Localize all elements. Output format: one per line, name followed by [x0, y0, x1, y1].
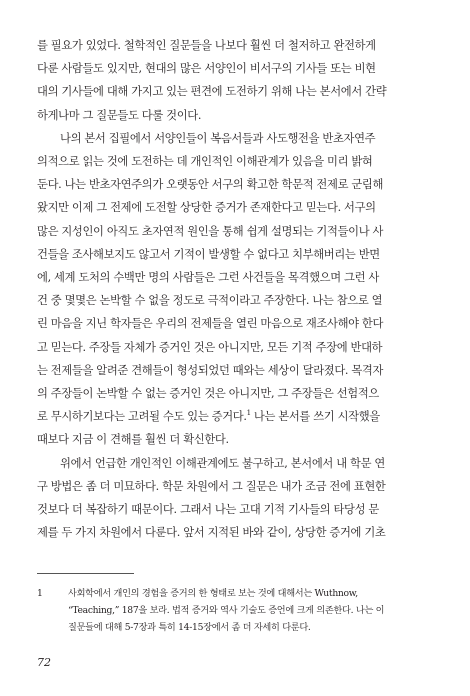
text-line: 때보다 지금 이 견해를 훨씬 더 확신한다.: [37, 433, 229, 447]
text-line: 의적으로 읽는 것에 도전하는 데 개인적인 이해관계가 있음을 미리 밝혀: [37, 155, 373, 169]
text-line: 많은 지성인이 아직도 초자연적 원인을 통해 쉽게 설명되는 기적들이나 사: [37, 224, 384, 238]
text-line: 것보다 더 복잡하기 때문이다. 그래서 나는 고대 기적 기사들의 타당성 문: [37, 503, 379, 517]
footnote-text: [68, 585, 432, 636]
footnote-divider: [37, 573, 134, 574]
text-line: 건들을 조사해보지도 않고서 기적이 발생할 수 없다고 치부해버리는 반면: [37, 247, 380, 261]
body-text: [37, 34, 432, 544]
paragraph-2: [37, 127, 432, 452]
footnote-line: 질문들에 대해 5-7장과 특히 14-15장에서 좀 더 자세히 다룬다.: [68, 622, 311, 633]
text-line: 대의 기사들에 대해 가지고 있는 편견에 도전하기 위해 나는 본서에서 간략: [37, 85, 387, 99]
footnote-line: 사회학에서 개인의 경험을 증거의 한 형태로 보는 것에 대해서는 Wuthnow,: [68, 588, 358, 599]
text-line: 는 전제들을 알려준 견해들이 형성되었던 때와는 세상이 달라졌다. 목격자: [37, 363, 384, 377]
footnote-number: 1: [37, 588, 43, 599]
text-line: 둔다. 나는 반초자연주의가 오랫동안 서구의 확고한 학문적 전제로 군림해: [37, 178, 384, 192]
text-segment: 나는 본서를 쓰기 시작했을: [250, 410, 380, 424]
text-line: 건 중 몇몇은 논박할 수 없을 정도로 극적이라고 주장한다. 나는 참으로 열: [37, 294, 383, 308]
text-line-with-footnote: [37, 405, 432, 428]
text-line: 하게나마 그 질문들도 다룰 것이다.: [37, 108, 202, 122]
text-line: 구 방법은 좀 더 미묘하다. 학문 차원에서 그 질문은 내가 조금 전에 표현한: [37, 479, 386, 493]
text-line: 의 주장들이 논박할 수 없는 증거인 것은 아니지만, 그 주장들은 선험적으: [37, 387, 379, 401]
text-line: 린 마음을 지닌 학자들은 우리의 전제들을 열린 마음으로 재조사해야 한다: [37, 317, 384, 331]
footnote-marker[interactable]: 1: [246, 409, 251, 418]
paragraph-3: [37, 452, 432, 545]
page-number: 72: [37, 656, 51, 669]
text-line: 에, 세계 도처의 수백만 명의 사람들은 그런 사건들을 목격했으며 그런 사: [37, 271, 379, 285]
text-line: 를 필요가 있었다. 철학적인 질문들을 나보다 훨씬 더 철저하고 완전하게: [37, 39, 376, 52]
paragraph-1: [37, 34, 432, 127]
text-line: 제를 두 가지 차원에서 다룬다. 앞서 지적된 바와 같이, 상당한 증거에 기초: [37, 526, 386, 540]
text-line: 왔지만 이제 그 전제에 도전할 상당한 증거가 존재한다고 믿는다. 서구의: [37, 201, 376, 215]
text-line: 고 믿는다. 주장들 자체가 증거인 것은 아니지만, 모든 기적 주장에 반대하: [37, 340, 383, 354]
text-line: 다룬 사람들도 있지만, 현대의 많은 서양인이 비서구의 기사들 또는 비현: [37, 62, 376, 76]
text-line: 위에서 언급한 개인적인 이해관계에도 불구하고, 본서에서 내 학문 연: [60, 456, 385, 470]
text-segment: 로 무시하기보다는 고려될 수도 있는 증거다.: [37, 410, 247, 424]
footnote: [37, 585, 432, 636]
text-line: 나의 본서 집필에서 서양인들이 복음서들과 사도행전을 반초자연주: [60, 131, 376, 145]
footnote-line: “Teaching,” 187을 보라. 법적 증거와 역사 기술도 증언에 크게 의존한다. 나는 이: [68, 605, 385, 616]
